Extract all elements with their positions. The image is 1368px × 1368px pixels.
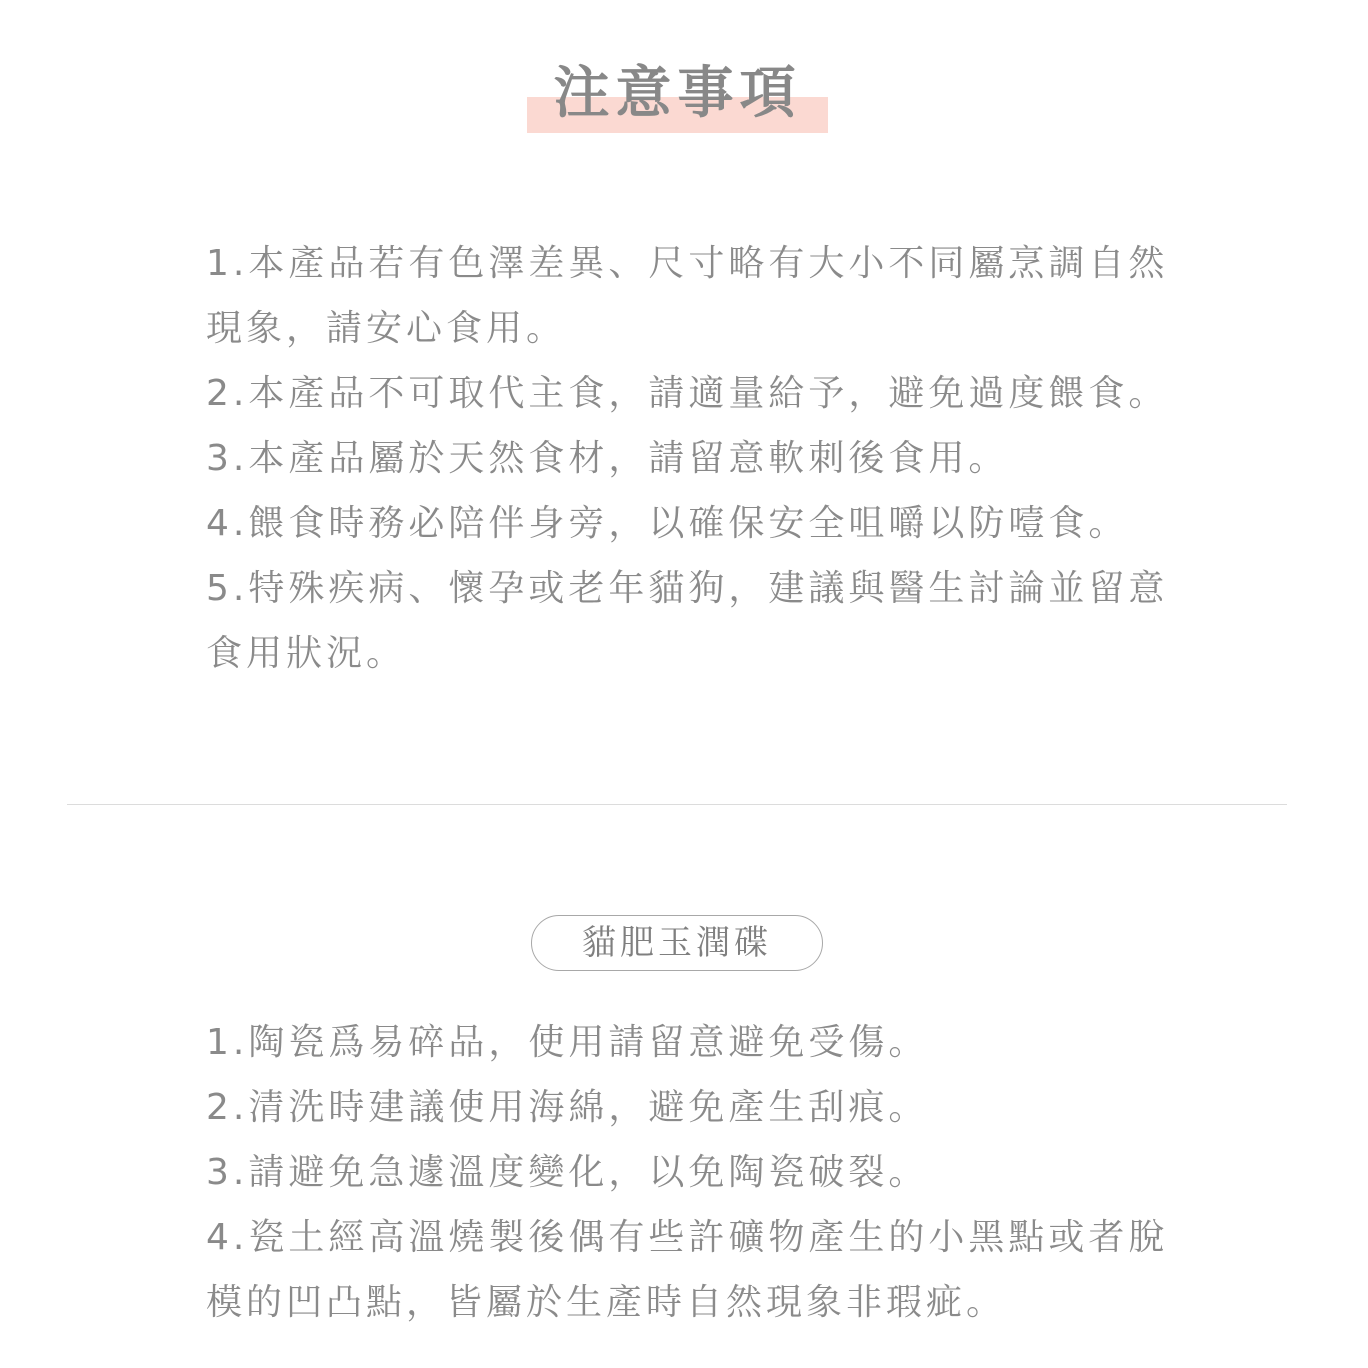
list-item: 3.請避免急遽溫度變化，以免陶瓷破裂。 [206,1152,929,1193]
notice-heading [527,55,828,133]
notice-list [206,231,1206,686]
list-item: 4.餵食時務必陪伴身旁，以確保安全咀嚼以防噎食。 [206,503,1129,544]
section-divider [67,804,1287,805]
list-item: 1.本產品若有色澤差異、尺寸略有大小不同屬烹調自然現象，請安心食用。 [206,243,1169,349]
list-item: 1.陶瓷爲易碎品，使用請留意避免受傷。 [206,1022,929,1063]
notice-title: 注意事項 [553,61,802,126]
product-care-list [206,1010,1206,1335]
list-item: 3.本產品屬於天然食材，請留意軟刺後食用。 [206,438,1009,479]
list-item: 2.本產品不可取代主食，請適量給予，避免過度餵食。 [206,373,1169,414]
list-item: 4.瓷土經高溫燒製後偶有些許礦物產生的小黑點或者脫模的凹凸點，皆屬於生產時自然現象非瑕疵。 [206,1217,1169,1323]
product-name-badge: 貓肥玉潤碟 [531,915,823,971]
list-item: 2.清洗時建議使用海綿，避免產生刮痕。 [206,1087,929,1128]
list-item: 5.特殊疾病、懷孕或老年貓狗，建議與醫生討論並留意食用狀況。 [206,568,1169,674]
